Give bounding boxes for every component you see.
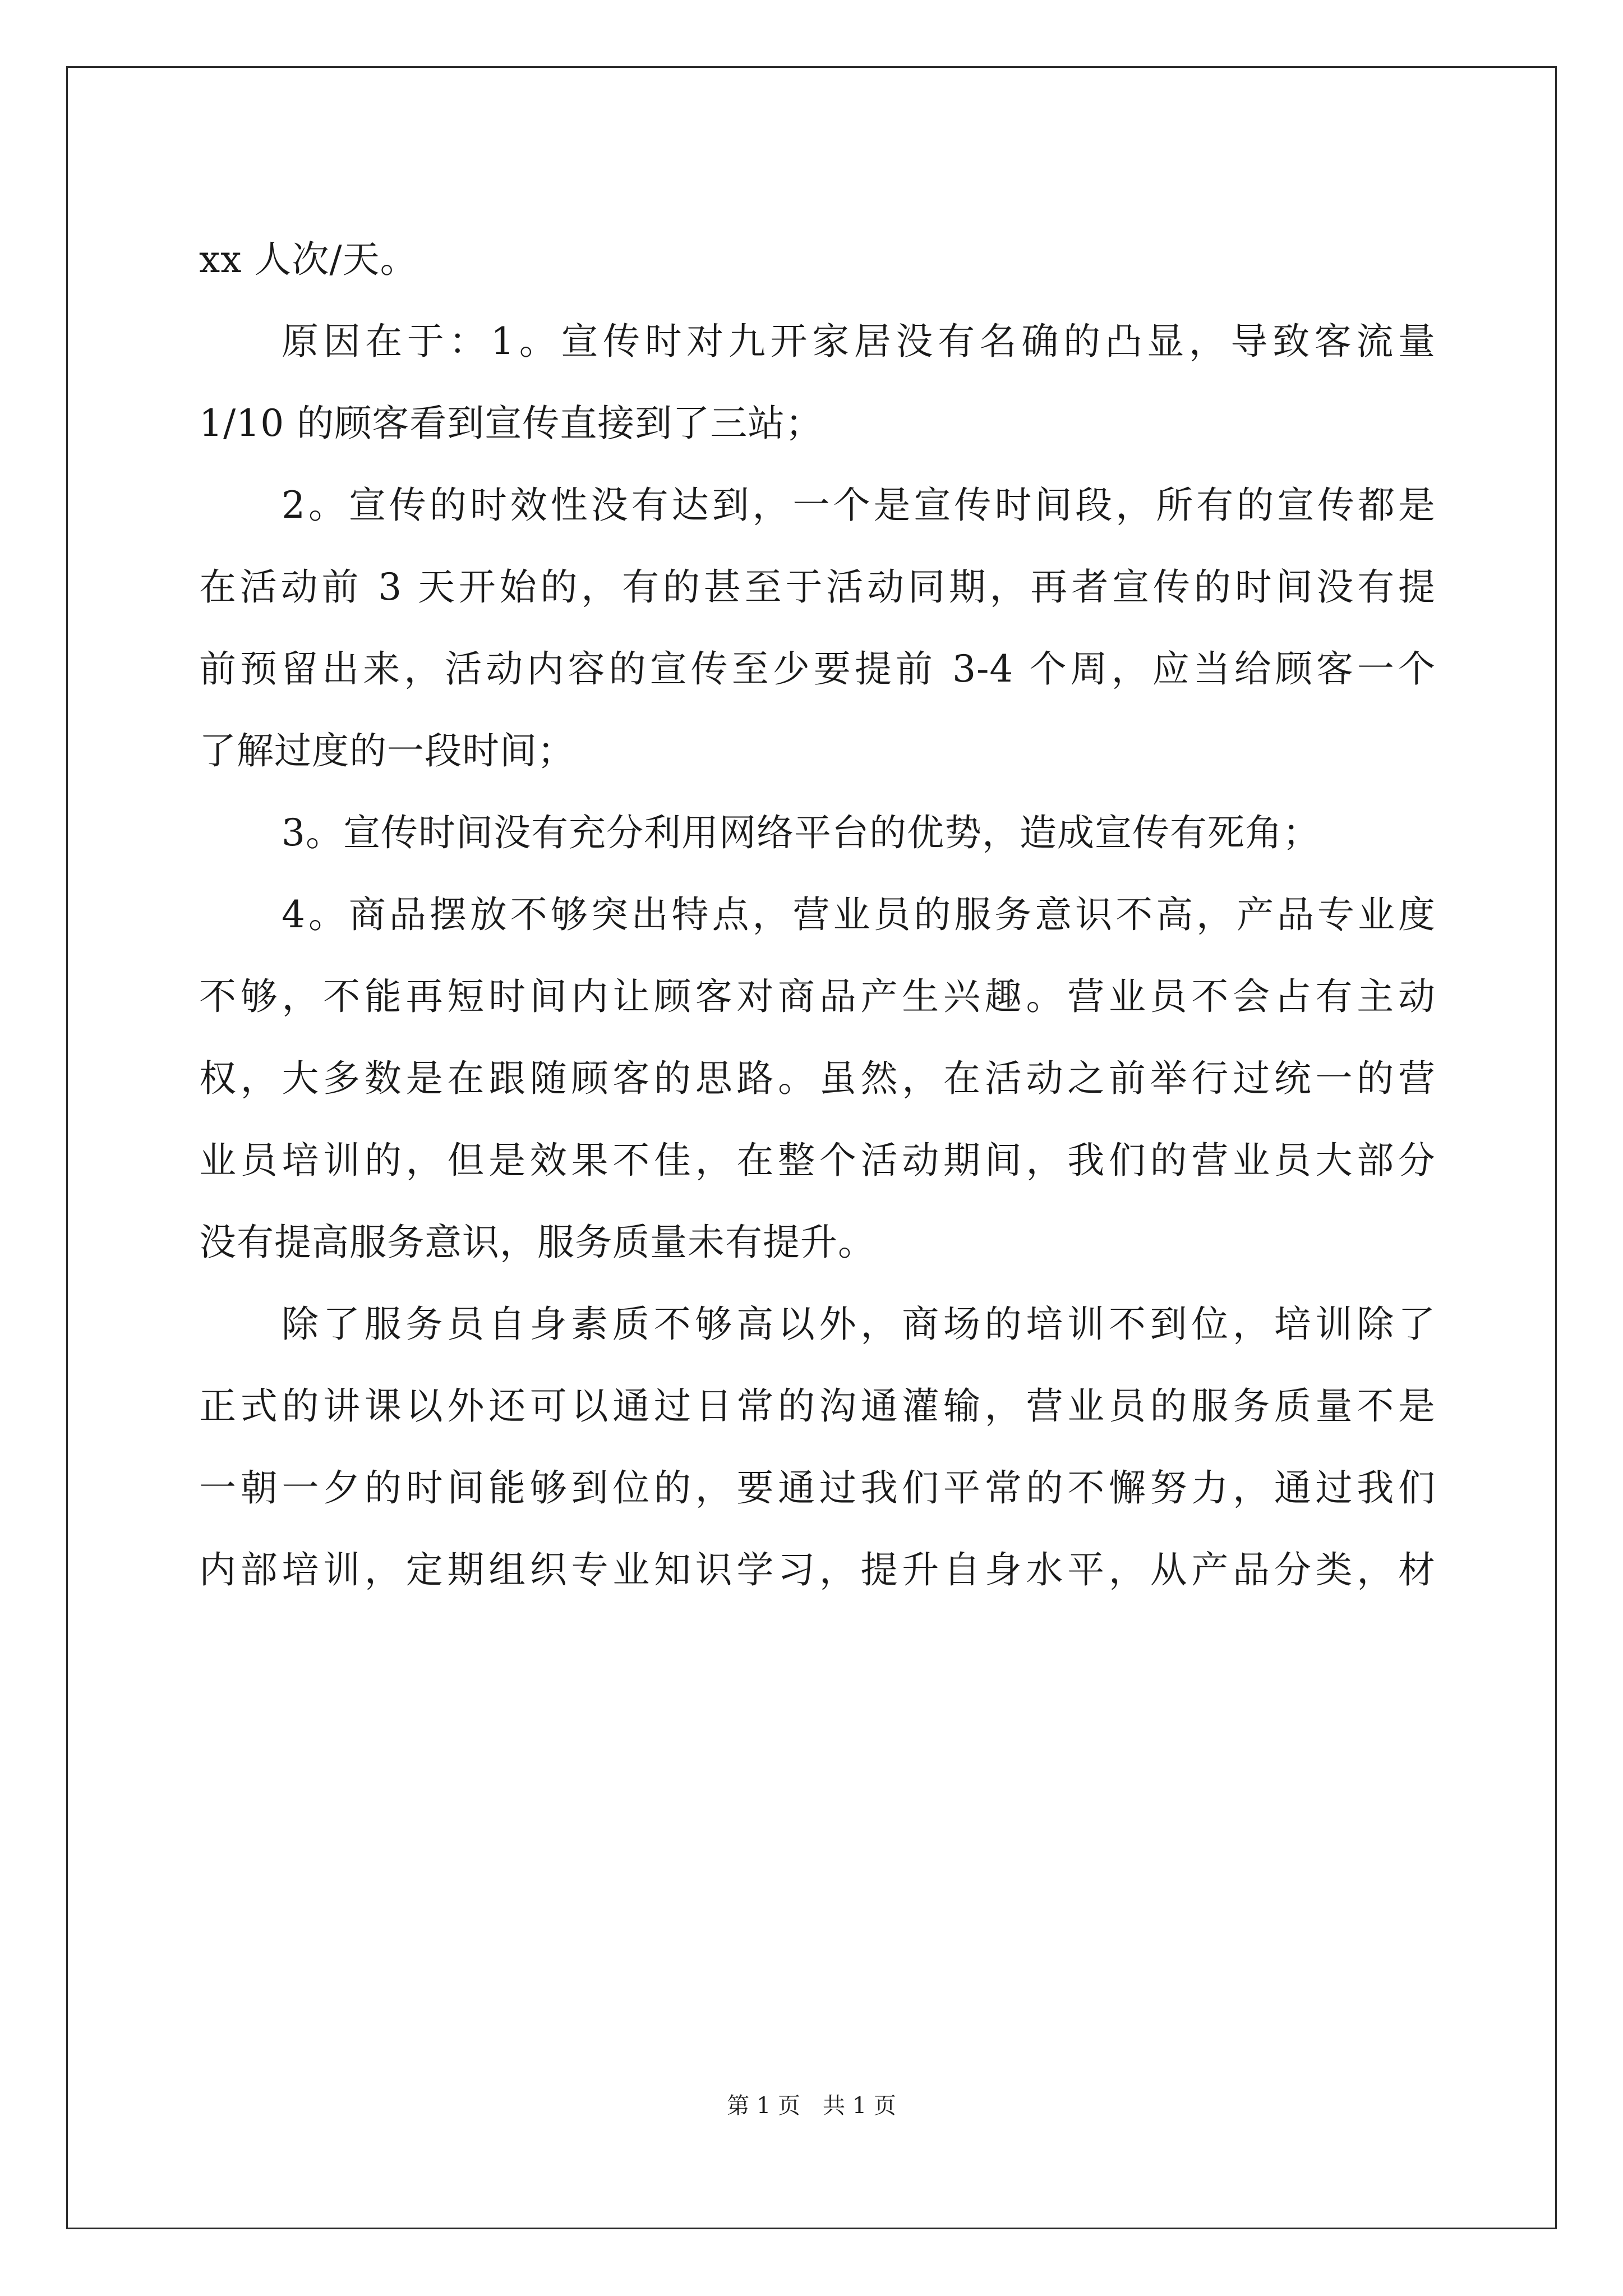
text-line: 除了服务员自身素质不够高以外，商场的培训不到位，培训除了: [282, 1303, 1436, 1346]
text-line: 权，大多数是在跟随顾客的思路。虽然，在活动之前举行过统一的营: [199, 1057, 1436, 1100]
text-line: 3。宣传时间没有充分利用网络平台的优势，造成宣传有死角；: [282, 811, 1320, 854]
text-line: 一朝一夕的时间能够到位的，要通过我们平常的不懈努力，通过我们: [199, 1466, 1436, 1510]
text-line: 1/10 的顾客看到宣传直接到了三站；: [199, 402, 823, 445]
document-body: [199, 219, 1436, 1611]
text-line: 原因在于：1。宣传时对九开家居没有名确的凸显，导致客流量: [282, 320, 1436, 363]
text-line: 前预留出来，活动内容的宣传至少要提前 3-4 个周，应当给顾客一个: [199, 647, 1436, 691]
text-line: 没有提高服务意识，服务质量未有提升。: [199, 1221, 875, 1264]
text-line: 业员培训的，但是效果不佳，在整个活动期间，我们的营业员大部分: [199, 1139, 1436, 1182]
text-line: xx 人次/天。: [199, 238, 418, 281]
text-line: 4。商品摆放不够突出特点，营业员的服务意识不高，产品专业度: [282, 893, 1436, 936]
page-number: 第 1 页: [727, 2093, 800, 2119]
text-line: 2。宣传的时效性没有达到，一个是宣传时间段，所有的宣传都是: [282, 484, 1436, 527]
page-total: 共 1 页: [823, 2093, 896, 2119]
text-line: 内部培训，定期组织专业知识学习，提升自身水平，从产品分类，材: [199, 1548, 1436, 1591]
text-line: 不够，不能再短时间内让顾客对商品产生兴趣。营业员不会占有主动: [199, 975, 1436, 1018]
page-footer: [0, 2088, 1623, 2120]
text-line: 了解过度的一段时间；: [199, 729, 575, 772]
text-line: 在活动前 3 天开始的，有的甚至于活动同期，再者宣传的时间没有提: [199, 565, 1436, 609]
text-line: 正式的讲课以外还可以通过日常的沟通灌输，营业员的服务质量不是: [199, 1384, 1436, 1428]
